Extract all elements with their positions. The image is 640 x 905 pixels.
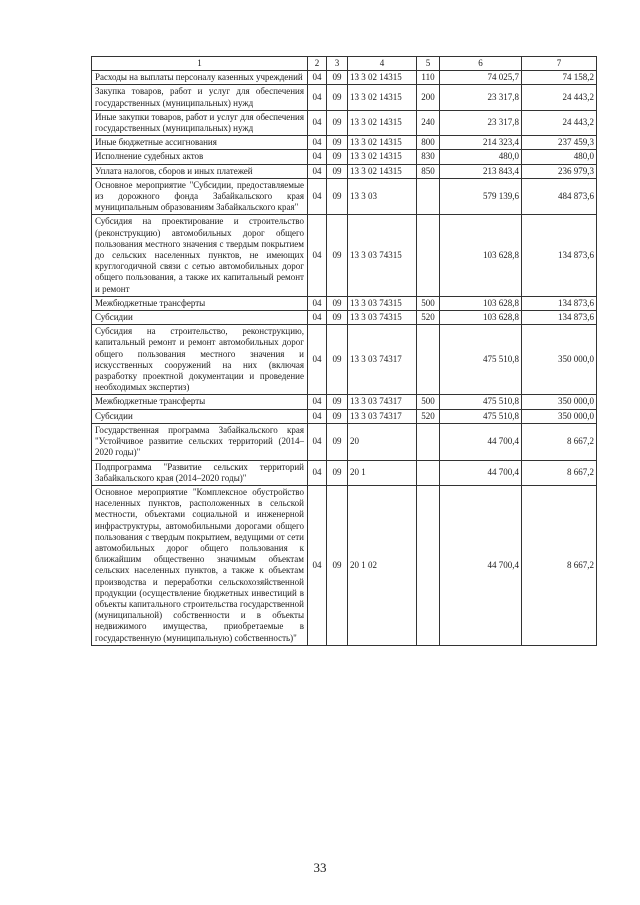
cell-amount-year-1: 44 700,4 (440, 485, 522, 645)
cell-amount-year-1: 214 323,4 (440, 136, 522, 150)
cell-amount-year-2: 24 443,2 (522, 110, 597, 135)
cell-target-article: 13 3 03 (348, 178, 417, 215)
table-row (92, 71, 597, 85)
cell-section: 04 (308, 325, 327, 395)
table-row (92, 136, 597, 150)
cell-target-article: 13 3 03 74315 (348, 296, 417, 310)
cell-expense-type (417, 423, 440, 460)
cell-expense-type: 520 (417, 409, 440, 423)
table-row (92, 460, 597, 485)
cell-target-article: 13 3 02 14315 (348, 110, 417, 135)
cell-amount-year-2: 8 667,2 (522, 485, 597, 645)
cell-target-article: 13 3 02 14315 (348, 85, 417, 110)
header-row (92, 57, 597, 71)
cell-amount-year-1: 103 628,8 (440, 296, 522, 310)
cell-target-article: 13 3 03 74315 (348, 215, 417, 296)
cell-subsection: 09 (327, 71, 348, 85)
cell-amount-year-2: 484 873,6 (522, 178, 597, 215)
cell-expense-type: 500 (417, 296, 440, 310)
cell-section: 04 (308, 110, 327, 135)
cell-section: 04 (308, 409, 327, 423)
cell-target-article: 20 (348, 423, 417, 460)
table-row (92, 409, 597, 423)
cell-amount-year-1: 213 843,4 (440, 164, 522, 178)
cell-expense-type (417, 215, 440, 296)
cell-amount-year-1: 475 510,8 (440, 395, 522, 409)
cell-section: 04 (308, 485, 327, 645)
cell-target-article: 13 3 03 74317 (348, 325, 417, 395)
cell-amount-year-1: 44 700,4 (440, 423, 522, 460)
cell-expense-type: 520 (417, 311, 440, 325)
cell-section: 04 (308, 178, 327, 215)
cell-amount-year-2: 8 667,2 (522, 460, 597, 485)
cell-name: Межбюджетные трансферты (92, 395, 308, 409)
cell-subsection: 09 (327, 485, 348, 645)
cell-target-article: 13 3 03 74317 (348, 409, 417, 423)
cell-amount-year-2: 8 667,2 (522, 423, 597, 460)
table-row (92, 311, 597, 325)
cell-expense-type: 850 (417, 164, 440, 178)
cell-subsection: 09 (327, 325, 348, 395)
cell-expense-type (417, 325, 440, 395)
cell-section: 04 (308, 395, 327, 409)
header-col-6: 6 (440, 57, 522, 71)
cell-target-article: 13 3 02 14315 (348, 136, 417, 150)
cell-amount-year-2: 350 000,0 (522, 395, 597, 409)
cell-expense-type: 830 (417, 150, 440, 164)
budget-table (91, 56, 597, 646)
cell-amount-year-2: 350 000,0 (522, 325, 597, 395)
cell-amount-year-1: 475 510,8 (440, 409, 522, 423)
cell-amount-year-2: 134 873,6 (522, 311, 597, 325)
cell-amount-year-1: 480,0 (440, 150, 522, 164)
cell-subsection: 09 (327, 215, 348, 296)
cell-subsection: 09 (327, 423, 348, 460)
cell-amount-year-2: 24 443,2 (522, 85, 597, 110)
cell-expense-type: 500 (417, 395, 440, 409)
cell-subsection: 09 (327, 150, 348, 164)
cell-section: 04 (308, 311, 327, 325)
cell-section: 04 (308, 71, 327, 85)
table-row (92, 178, 597, 215)
cell-expense-type (417, 485, 440, 645)
cell-name: Иные бюджетные ассигнования (92, 136, 308, 150)
cell-name: Субсидия на строительство, реконструкцию, капитальный ремонт и ремонт автомобильных дорог общего пользования местного значения и искусственных сооружений на них (включая разработку проектной документации и проведение необходимых экспертиз) (92, 325, 308, 395)
header-col-5: 5 (417, 57, 440, 71)
cell-target-article: 13 3 03 74317 (348, 395, 417, 409)
cell-amount-year-1: 579 139,6 (440, 178, 522, 215)
cell-section: 04 (308, 164, 327, 178)
cell-subsection: 09 (327, 460, 348, 485)
table-row (92, 215, 597, 296)
cell-name: Межбюджетные трансферты (92, 296, 308, 310)
cell-amount-year-2: 74 158,2 (522, 71, 597, 85)
cell-subsection: 09 (327, 164, 348, 178)
cell-amount-year-1: 103 628,8 (440, 215, 522, 296)
cell-expense-type: 800 (417, 136, 440, 150)
cell-subsection: 09 (327, 178, 348, 215)
cell-amount-year-1: 23 317,8 (440, 85, 522, 110)
cell-amount-year-2: 134 873,6 (522, 215, 597, 296)
cell-amount-year-2: 236 979,3 (522, 164, 597, 178)
cell-subsection: 09 (327, 296, 348, 310)
cell-name: Подпрограмма "Развитие сельских территорий Забайкальского края (2014–2020 годы)" (92, 460, 308, 485)
cell-name: Государственная программа Забайкальского края "Устойчивое развитие сельских территорий (2014–2020 годы)" (92, 423, 308, 460)
table-row (92, 110, 597, 135)
cell-amount-year-2: 237 459,3 (522, 136, 597, 150)
cell-section: 04 (308, 460, 327, 485)
table-row (92, 325, 597, 395)
cell-expense-type: 110 (417, 71, 440, 85)
document-page (91, 56, 596, 646)
cell-section: 04 (308, 423, 327, 460)
header-col-3: 3 (327, 57, 348, 71)
cell-amount-year-1: 44 700,4 (440, 460, 522, 485)
cell-expense-type (417, 178, 440, 215)
header-col-1: 1 (92, 57, 308, 71)
cell-name: Иные закупки товаров, работ и услуг для обеспечения государственных (муниципальных) нужд (92, 110, 308, 135)
cell-name: Расходы на выплаты персоналу казенных учреждений (92, 71, 308, 85)
cell-name: Уплата налогов, сборов и иных платежей (92, 164, 308, 178)
cell-name: Основное мероприятие "Субсидии, предоставляемые из дорожного фонда Забайкальского края муниципальным образованиям Забайкальского края" (92, 178, 308, 215)
cell-amount-year-2: 480,0 (522, 150, 597, 164)
cell-name: Исполнение судебных актов (92, 150, 308, 164)
table-row (92, 150, 597, 164)
cell-expense-type (417, 460, 440, 485)
cell-subsection: 09 (327, 311, 348, 325)
header-col-7: 7 (522, 57, 597, 71)
cell-subsection: 09 (327, 110, 348, 135)
cell-expense-type: 240 (417, 110, 440, 135)
header-col-2: 2 (308, 57, 327, 71)
table-row (92, 164, 597, 178)
cell-amount-year-1: 23 317,8 (440, 110, 522, 135)
cell-subsection: 09 (327, 85, 348, 110)
cell-section: 04 (308, 296, 327, 310)
cell-target-article: 13 3 02 14315 (348, 150, 417, 164)
table-row (92, 85, 597, 110)
cell-section: 04 (308, 85, 327, 110)
cell-amount-year-2: 134 873,6 (522, 296, 597, 310)
table-row (92, 296, 597, 310)
cell-name: Субсидия на проектирование и строительство (реконструкцию) автомобильных дорог общего пользования местного значения с твердым покрытием до сельских населенных пунктов, не имеющих круглогодичной связи с сетью автомобильных дорог общего пользования, а также их капитальный ремонт и ремонт (92, 215, 308, 296)
header-col-4: 4 (348, 57, 417, 71)
cell-name: Субсидии (92, 311, 308, 325)
cell-subsection: 09 (327, 409, 348, 423)
table-row (92, 423, 597, 460)
cell-amount-year-2: 350 000,0 (522, 409, 597, 423)
cell-target-article: 13 3 02 14315 (348, 164, 417, 178)
cell-target-article: 20 1 02 (348, 485, 417, 645)
cell-target-article: 13 3 03 74315 (348, 311, 417, 325)
cell-name: Закупка товаров, работ и услуг для обеспечения государственных (муниципальных) нужд (92, 85, 308, 110)
page-number: 33 (313, 860, 327, 875)
cell-section: 04 (308, 150, 327, 164)
cell-target-article: 20 1 (348, 460, 417, 485)
cell-amount-year-1: 475 510,8 (440, 325, 522, 395)
cell-amount-year-1: 74 025,7 (440, 71, 522, 85)
cell-amount-year-1: 103 628,8 (440, 311, 522, 325)
cell-section: 04 (308, 136, 327, 150)
table-row (92, 485, 597, 645)
cell-name: Основное мероприятие "Комплексное обустройство населенных пунктов, расположенных в сельской местности, объектами социальной и инженерной инфраструктуры, автомобильными дорогами общего пользования с твердым покрытием, ведущими от сети автомобильных дорог общего пользования к ближайшим общественно значимым объектам сельских населенных пунктов, а также к объектам производства и переработки сельскохозяйственной продукции (осуществление бюджетных инвестиций в объекты капитального строительства государственной (муниципальной) собственности и в объекты недвижимого имущества, приобретаемые в государственную (муниципальную) собственность)" (92, 485, 308, 645)
table-row (92, 395, 597, 409)
cell-name: Субсидии (92, 409, 308, 423)
cell-subsection: 09 (327, 395, 348, 409)
cell-expense-type: 200 (417, 85, 440, 110)
cell-section: 04 (308, 215, 327, 296)
cell-target-article: 13 3 02 14315 (348, 71, 417, 85)
cell-subsection: 09 (327, 136, 348, 150)
